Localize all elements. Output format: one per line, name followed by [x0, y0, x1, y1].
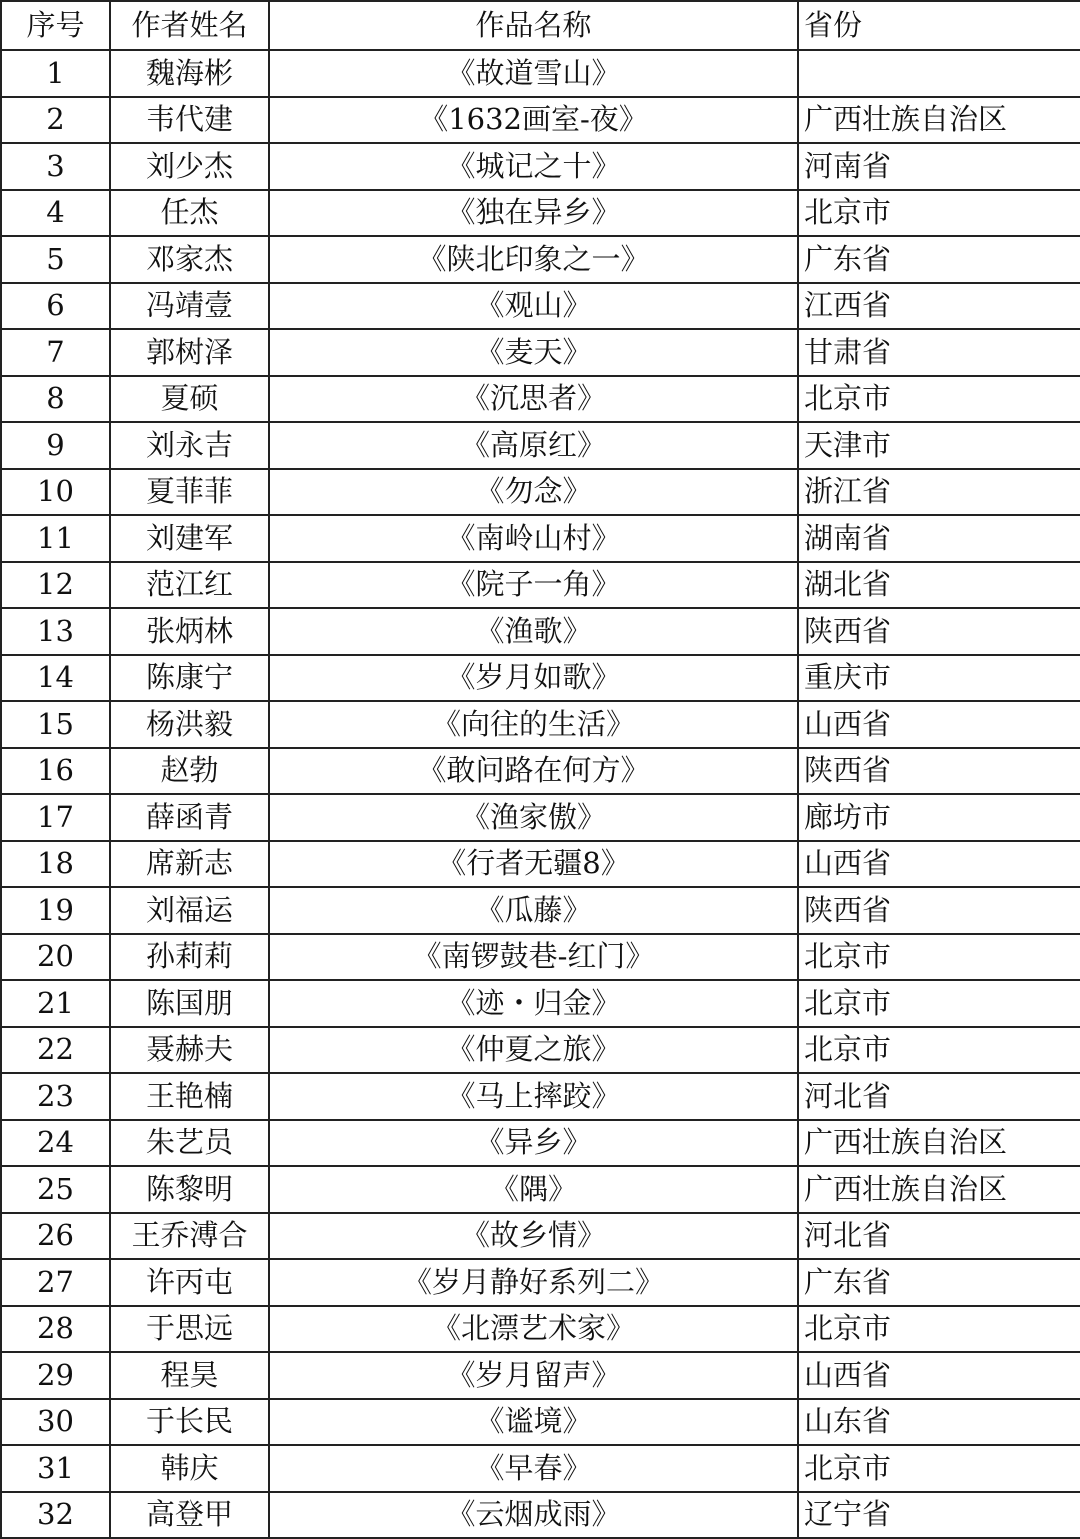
- table-row: [1, 50, 1080, 97]
- cell-author: 刘永吉: [110, 422, 269, 469]
- cell-title: 《故道雪山》: [269, 50, 798, 97]
- cell-province: 河北省: [798, 1213, 1080, 1260]
- cell-title: 《沉思者》: [269, 376, 798, 423]
- cell-province: 陕西省: [798, 748, 1080, 795]
- table-row: [1, 515, 1080, 562]
- cell-title: 《南锣鼓巷-红门》: [269, 934, 798, 981]
- header-row: [1, 1, 1080, 50]
- cell-author: 于长民: [110, 1399, 269, 1446]
- cell-author: 王乔溥合: [110, 1213, 269, 1260]
- table-row: [1, 748, 1080, 795]
- table-row: [1, 887, 1080, 934]
- table-row: [1, 1213, 1080, 1260]
- table-row: [1, 422, 1080, 469]
- table-row: [1, 1259, 1080, 1306]
- table-row: [1, 980, 1080, 1027]
- table-row: [1, 701, 1080, 748]
- cell-title: 《高原红》: [269, 422, 798, 469]
- cell-num: 4: [1, 190, 110, 237]
- cell-province: 辽宁省: [798, 1492, 1080, 1539]
- cell-province: 山西省: [798, 701, 1080, 748]
- cell-num: 9: [1, 422, 110, 469]
- cell-title: 《北漂艺术家》: [269, 1306, 798, 1353]
- cell-num: 23: [1, 1073, 110, 1120]
- cell-author: 薛函青: [110, 794, 269, 841]
- header-num: 序号: [1, 1, 110, 50]
- table-row: [1, 608, 1080, 655]
- cell-author: 许丙屯: [110, 1259, 269, 1306]
- cell-title: 《麦天》: [269, 329, 798, 376]
- cell-num: 1: [1, 50, 110, 97]
- cell-province: 北京市: [798, 1027, 1080, 1074]
- cell-title: 《观山》: [269, 283, 798, 330]
- cell-province: 广西壮族自治区: [798, 1120, 1080, 1167]
- cell-author: 韦代建: [110, 97, 269, 144]
- cell-author: 郭树泽: [110, 329, 269, 376]
- cell-author: 刘少杰: [110, 143, 269, 190]
- cell-title: 《勿念》: [269, 469, 798, 516]
- cell-province: 北京市: [798, 190, 1080, 237]
- table-row: [1, 1120, 1080, 1167]
- cell-author: 陈国朋: [110, 980, 269, 1027]
- cell-province: 湖南省: [798, 515, 1080, 562]
- cell-num: 14: [1, 655, 110, 702]
- table-row: [1, 376, 1080, 423]
- cell-province: 北京市: [798, 980, 1080, 1027]
- cell-num: 3: [1, 143, 110, 190]
- cell-title: 《隅》: [269, 1166, 798, 1213]
- cell-num: 26: [1, 1213, 110, 1260]
- cell-title: 《早春》: [269, 1445, 798, 1492]
- cell-province: [798, 50, 1080, 97]
- cell-province: 广西壮族自治区: [798, 1166, 1080, 1213]
- cell-title: 《岁月如歌》: [269, 655, 798, 702]
- cell-province: 北京市: [798, 376, 1080, 423]
- cell-num: 21: [1, 980, 110, 1027]
- cell-province: 浙江省: [798, 469, 1080, 516]
- cell-num: 7: [1, 329, 110, 376]
- cell-title: 《渔家傲》: [269, 794, 798, 841]
- cell-title: 《独在异乡》: [269, 190, 798, 237]
- table-row: [1, 1306, 1080, 1353]
- cell-num: 32: [1, 1492, 110, 1539]
- cell-author: 高登甲: [110, 1492, 269, 1539]
- table-row: [1, 841, 1080, 888]
- cell-title: 《南岭山村》: [269, 515, 798, 562]
- cell-title: 《1632画室-夜》: [269, 97, 798, 144]
- table-row: [1, 562, 1080, 609]
- cell-province: 山西省: [798, 841, 1080, 888]
- cell-num: 25: [1, 1166, 110, 1213]
- cell-province: 广西壮族自治区: [798, 97, 1080, 144]
- cell-num: 27: [1, 1259, 110, 1306]
- cell-author: 赵勃: [110, 748, 269, 795]
- cell-author: 夏菲菲: [110, 469, 269, 516]
- cell-author: 席新志: [110, 841, 269, 888]
- cell-province: 山东省: [798, 1399, 1080, 1446]
- cell-title: 《岁月静好系列二》: [269, 1259, 798, 1306]
- cell-author: 范江红: [110, 562, 269, 609]
- cell-province: 陕西省: [798, 608, 1080, 655]
- header-author: 作者姓名: [110, 1, 269, 50]
- cell-title: 《故乡情》: [269, 1213, 798, 1260]
- table-row: [1, 1492, 1080, 1539]
- cell-author: 刘建军: [110, 515, 269, 562]
- cell-num: 16: [1, 748, 110, 795]
- cell-province: 江西省: [798, 283, 1080, 330]
- header-title: 作品名称: [269, 1, 798, 50]
- table-row: [1, 329, 1080, 376]
- cell-province: 天津市: [798, 422, 1080, 469]
- cell-title: 《陕北印象之一》: [269, 236, 798, 283]
- cell-author: 聂赫夫: [110, 1027, 269, 1074]
- cell-num: 10: [1, 469, 110, 516]
- cell-num: 31: [1, 1445, 110, 1492]
- cell-author: 陈康宁: [110, 655, 269, 702]
- cell-province: 陕西省: [798, 887, 1080, 934]
- table-row: [1, 1027, 1080, 1074]
- cell-author: 张炳林: [110, 608, 269, 655]
- cell-province: 廊坊市: [798, 794, 1080, 841]
- cell-num: 11: [1, 515, 110, 562]
- cell-author: 韩庆: [110, 1445, 269, 1492]
- cell-title: 《向往的生活》: [269, 701, 798, 748]
- table-row: [1, 283, 1080, 330]
- table-row: [1, 469, 1080, 516]
- cell-num: 13: [1, 608, 110, 655]
- cell-num: 15: [1, 701, 110, 748]
- cell-num: 24: [1, 1120, 110, 1167]
- cell-title: 《迹・归金》: [269, 980, 798, 1027]
- cell-author: 王艳楠: [110, 1073, 269, 1120]
- cell-title: 《谧境》: [269, 1399, 798, 1446]
- cell-province: 河南省: [798, 143, 1080, 190]
- cell-province: 湖北省: [798, 562, 1080, 609]
- cell-num: 28: [1, 1306, 110, 1353]
- cell-author: 刘福运: [110, 887, 269, 934]
- cell-title: 《院子一角》: [269, 562, 798, 609]
- cell-author: 夏硕: [110, 376, 269, 423]
- cell-title: 《城记之十》: [269, 143, 798, 190]
- cell-province: 北京市: [798, 1306, 1080, 1353]
- cell-province: 河北省: [798, 1073, 1080, 1120]
- table-row: [1, 1166, 1080, 1213]
- cell-author: 朱艺员: [110, 1120, 269, 1167]
- table-row: [1, 1352, 1080, 1399]
- cell-num: 22: [1, 1027, 110, 1074]
- cell-author: 杨洪毅: [110, 701, 269, 748]
- cell-title: 《渔歌》: [269, 608, 798, 655]
- cell-num: 17: [1, 794, 110, 841]
- cell-num: 8: [1, 376, 110, 423]
- table-row: [1, 143, 1080, 190]
- cell-author: 孙莉莉: [110, 934, 269, 981]
- cell-author: 任杰: [110, 190, 269, 237]
- cell-title: 《仲夏之旅》: [269, 1027, 798, 1074]
- cell-title: 《行者无疆8》: [269, 841, 798, 888]
- cell-num: 12: [1, 562, 110, 609]
- cell-num: 2: [1, 97, 110, 144]
- cell-province: 重庆市: [798, 655, 1080, 702]
- table-row: [1, 794, 1080, 841]
- cell-province: 北京市: [798, 934, 1080, 981]
- cell-author: 邓家杰: [110, 236, 269, 283]
- cell-author: 冯靖壹: [110, 283, 269, 330]
- cell-province: 北京市: [798, 1445, 1080, 1492]
- table-row: [1, 934, 1080, 981]
- table-body: [1, 50, 1080, 1538]
- cell-title: 《马上摔跤》: [269, 1073, 798, 1120]
- cell-author: 魏海彬: [110, 50, 269, 97]
- cell-title: 《异乡》: [269, 1120, 798, 1167]
- cell-num: 20: [1, 934, 110, 981]
- cell-num: 18: [1, 841, 110, 888]
- table-row: [1, 97, 1080, 144]
- table-row: [1, 190, 1080, 237]
- cell-author: 程昊: [110, 1352, 269, 1399]
- header-province: 省份: [798, 1, 1080, 50]
- cell-num: 30: [1, 1399, 110, 1446]
- table-row: [1, 1073, 1080, 1120]
- cell-author: 陈黎明: [110, 1166, 269, 1213]
- cell-province: 广东省: [798, 236, 1080, 283]
- cell-title: 《岁月留声》: [269, 1352, 798, 1399]
- table-row: [1, 1445, 1080, 1492]
- cell-province: 广东省: [798, 1259, 1080, 1306]
- cell-num: 19: [1, 887, 110, 934]
- cell-title: 《敢问路在何方》: [269, 748, 798, 795]
- cell-title: 《瓜藤》: [269, 887, 798, 934]
- cell-province: 甘肃省: [798, 329, 1080, 376]
- cell-num: 5: [1, 236, 110, 283]
- cell-author: 于思远: [110, 1306, 269, 1353]
- cell-num: 29: [1, 1352, 110, 1399]
- cell-province: 山西省: [798, 1352, 1080, 1399]
- table-row: [1, 655, 1080, 702]
- cell-title: 《云烟成雨》: [269, 1492, 798, 1539]
- table-row: [1, 236, 1080, 283]
- cell-num: 6: [1, 283, 110, 330]
- table-row: [1, 1399, 1080, 1446]
